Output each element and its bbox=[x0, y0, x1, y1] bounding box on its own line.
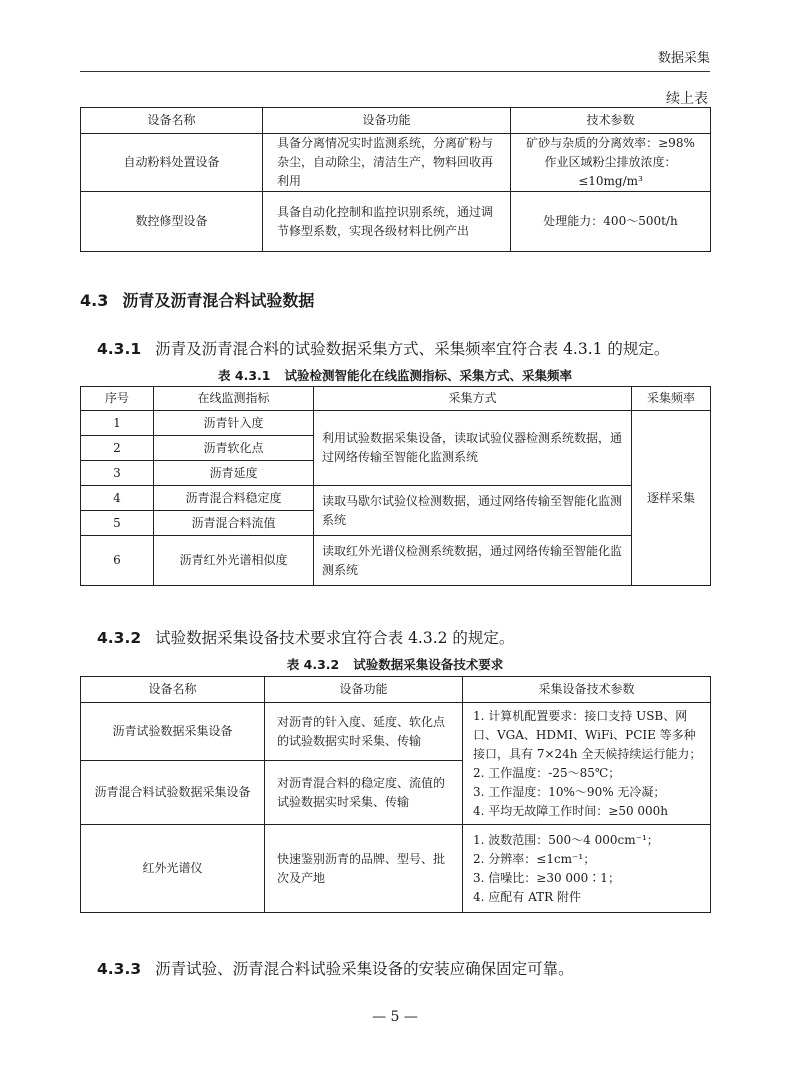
col-header: 设备功能 bbox=[263, 108, 511, 134]
indicator: 沥青针入度 bbox=[154, 411, 314, 436]
param-line: 1. 计算机配置要求：接口支持 USB、网口、VGA、HDMI、WiFi、PCIE 等多种接口，具有 7×24h 全天候持续运行能力； bbox=[473, 708, 702, 761]
device-function: 对沥青的针入度、延度、软化点的试验数据实时采集、传输 bbox=[265, 703, 463, 761]
device-function: 具备自动化控制和监控识别系统，通过调节修型系数，实现各级材料比例产出 bbox=[263, 192, 511, 252]
row-number: 1 bbox=[81, 411, 154, 436]
indicator: 沥青混合料流值 bbox=[154, 511, 314, 536]
col-header: 序号 bbox=[81, 387, 154, 411]
row-number: 5 bbox=[81, 511, 154, 536]
table-caption bbox=[0, 366, 790, 384]
device-name: 数控修型设备 bbox=[81, 192, 263, 252]
collection-method: 读取红外光谱仪检测系统数据，通过网络传输至智能化监测系统 bbox=[314, 536, 632, 586]
param-line: 作业区域粉尘排放浓度：≤10mg/m³ bbox=[544, 155, 677, 188]
clause-number: 4.3.1 bbox=[97, 340, 142, 358]
col-header: 设备名称 bbox=[81, 108, 263, 134]
caption-title: 试验检测智能化在线监测指标、采集方式、采集频率 bbox=[284, 368, 572, 383]
clause-number: 4.3.2 bbox=[97, 629, 142, 647]
continued-label: 续上表 bbox=[666, 91, 708, 107]
param-line: 4. 平均无故障工作时间：≥50 000h bbox=[473, 803, 669, 818]
row-number: 6 bbox=[81, 536, 154, 586]
section-title: 沥青及沥青混合料试验数据 bbox=[122, 291, 315, 310]
section-heading bbox=[80, 288, 314, 311]
table-4-3-2 bbox=[80, 676, 711, 913]
device-function: 具备分离情况实时监测系统，分离矿粉与杂尘，自动除尘，清洁生产，物料回收再利用 bbox=[263, 134, 511, 192]
indicator: 沥青混合料稳定度 bbox=[154, 486, 314, 511]
col-header: 技术参数 bbox=[511, 108, 711, 134]
row-number: 3 bbox=[81, 461, 154, 486]
table-caption bbox=[0, 655, 790, 673]
page-number: — 5 — bbox=[372, 1009, 418, 1025]
table-4-3-1 bbox=[80, 386, 711, 586]
table-continued bbox=[80, 107, 711, 252]
row-number: 4 bbox=[81, 486, 154, 511]
param-line: 处理能力：400～500t/h bbox=[543, 214, 678, 228]
param-line: 4. 应配有 ATR 附件 bbox=[473, 889, 581, 904]
device-function: 快速鉴别沥青的品牌、型号、批次及产地 bbox=[265, 825, 463, 913]
row-number: 2 bbox=[81, 436, 154, 461]
collection-method: 读取马歇尔试验仪检测数据，通过网络传输至智能化监测系统 bbox=[314, 486, 632, 536]
clause-4-3-1 bbox=[97, 337, 669, 359]
col-header: 采集频率 bbox=[632, 387, 711, 411]
param-line: 矿砂与杂质的分离效率：≥98% bbox=[526, 136, 695, 150]
param-line: 1. 波数范围：500～4 000cm⁻¹； bbox=[473, 832, 659, 847]
clause-4-3-3 bbox=[97, 957, 574, 979]
section-number: 4.3 bbox=[80, 291, 109, 310]
col-header: 采集方式 bbox=[314, 387, 632, 411]
param-line: 2. 分辨率：≤1cm⁻¹； bbox=[473, 851, 596, 866]
running-header: 数据采集 bbox=[657, 51, 710, 66]
clause-number: 4.3.3 bbox=[97, 960, 142, 978]
caption-number: 表 4.3.1 bbox=[218, 368, 271, 383]
col-header: 设备名称 bbox=[81, 677, 265, 703]
clause-text: 试验数据采集设备技术要求宜符合表 4.3.2 的规定。 bbox=[155, 629, 515, 647]
header-rule bbox=[80, 71, 710, 72]
device-params bbox=[463, 703, 711, 825]
indicator: 沥青红外光谱相似度 bbox=[154, 536, 314, 586]
indicator: 沥青延度 bbox=[154, 461, 314, 486]
param-line: 2. 工作温度：-25～85℃； bbox=[473, 765, 621, 780]
device-params bbox=[463, 825, 711, 913]
indicator: 沥青软化点 bbox=[154, 436, 314, 461]
clause-text: 沥青及沥青混合料的试验数据采集方式、采集频率宜符合表 4.3.1 的规定。 bbox=[155, 340, 670, 358]
device-params bbox=[511, 134, 711, 192]
device-name: 沥青试验数据采集设备 bbox=[81, 703, 265, 761]
col-header: 采集设备技术参数 bbox=[463, 677, 711, 703]
col-header: 设备功能 bbox=[265, 677, 463, 703]
caption-title: 试验数据采集设备技术要求 bbox=[353, 657, 504, 672]
collection-method: 利用试验数据采集设备，读取试验仪器检测系统数据，通过网络传输至智能化监测系统 bbox=[314, 411, 632, 486]
device-name: 红外光谱仪 bbox=[81, 825, 265, 913]
device-name: 沥青混合料试验数据采集设备 bbox=[81, 761, 265, 825]
device-function: 对沥青混合料的稳定度、流值的试验数据实时采集、传输 bbox=[265, 761, 463, 825]
param-line: 3. 工作湿度：10%～90% 无冷凝； bbox=[473, 784, 666, 799]
device-name: 自动粉料处置设备 bbox=[81, 134, 263, 192]
col-header: 在线监测指标 bbox=[154, 387, 314, 411]
collection-frequency: 逐样采集 bbox=[632, 411, 711, 586]
device-params bbox=[511, 192, 711, 252]
param-line: 3. 信噪比：≥30 000∶1； bbox=[473, 870, 620, 885]
clause-text: 沥青试验、沥青混合料试验采集设备的安装应确保固定可靠。 bbox=[155, 960, 574, 978]
caption-number: 表 4.3.2 bbox=[286, 657, 340, 672]
clause-4-3-2 bbox=[97, 626, 514, 648]
